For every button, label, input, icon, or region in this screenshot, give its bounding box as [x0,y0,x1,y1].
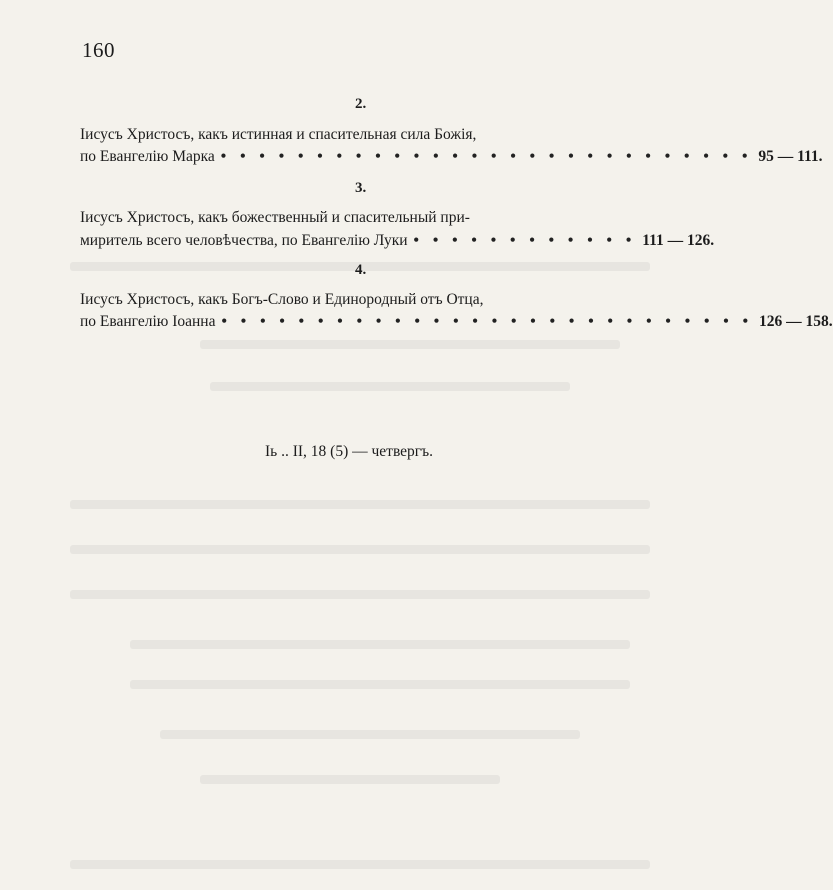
section-number: 3. [355,180,367,196]
page-range: 111 — 126. [642,232,715,249]
entry-title-line-with-pages [80,232,715,250]
entry-title-tail: по Евангелію Іоанна [80,313,216,330]
bleed-through [70,500,650,509]
dot-leader: • • • • • • • • • • • • • • • • • • • • • • • • • • • • [221,313,754,330]
page-range: 95 — 111. [758,148,823,165]
dot-leader: • • • • • • • • • • • • • • • • • • • • • • • • • • • • [220,148,753,165]
bleed-through [200,775,500,784]
entry-title-line-with-pages [80,313,833,331]
entry-title-line: Іисусъ Христосъ, какъ божественный и спасительный при- [80,209,470,226]
entry-title-tail: миритель всего человѣчества, по Евангелію Луки [80,232,408,249]
bleed-through [70,590,650,599]
section-number: 4. [355,262,367,278]
section-number: 2. [355,96,367,112]
page-number: 160 [82,38,115,62]
entry-title-line: Іисусъ Христосъ, какъ Богъ-Слово и Единородный отъ Отца, [80,291,484,308]
dot-leader: • • • • • • • • • • • • [413,232,637,249]
bleed-through [130,680,630,689]
entry-title-tail: по Евангелію Марка [80,148,215,165]
entry-title-line: Іисусъ Христосъ, какъ истинная и спасительная сила Божія, [80,126,477,143]
bleed-through [210,382,570,391]
entry-title-line-with-pages [80,148,823,166]
bleed-through [160,730,580,739]
bleed-through [70,545,650,554]
bleed-through [130,640,630,649]
footer-note: Іь .. II, 18 (5) — четвергъ. [265,443,434,460]
page-range: 126 — 158. [759,313,833,330]
bleed-through [200,340,620,349]
bleed-through [70,860,650,869]
